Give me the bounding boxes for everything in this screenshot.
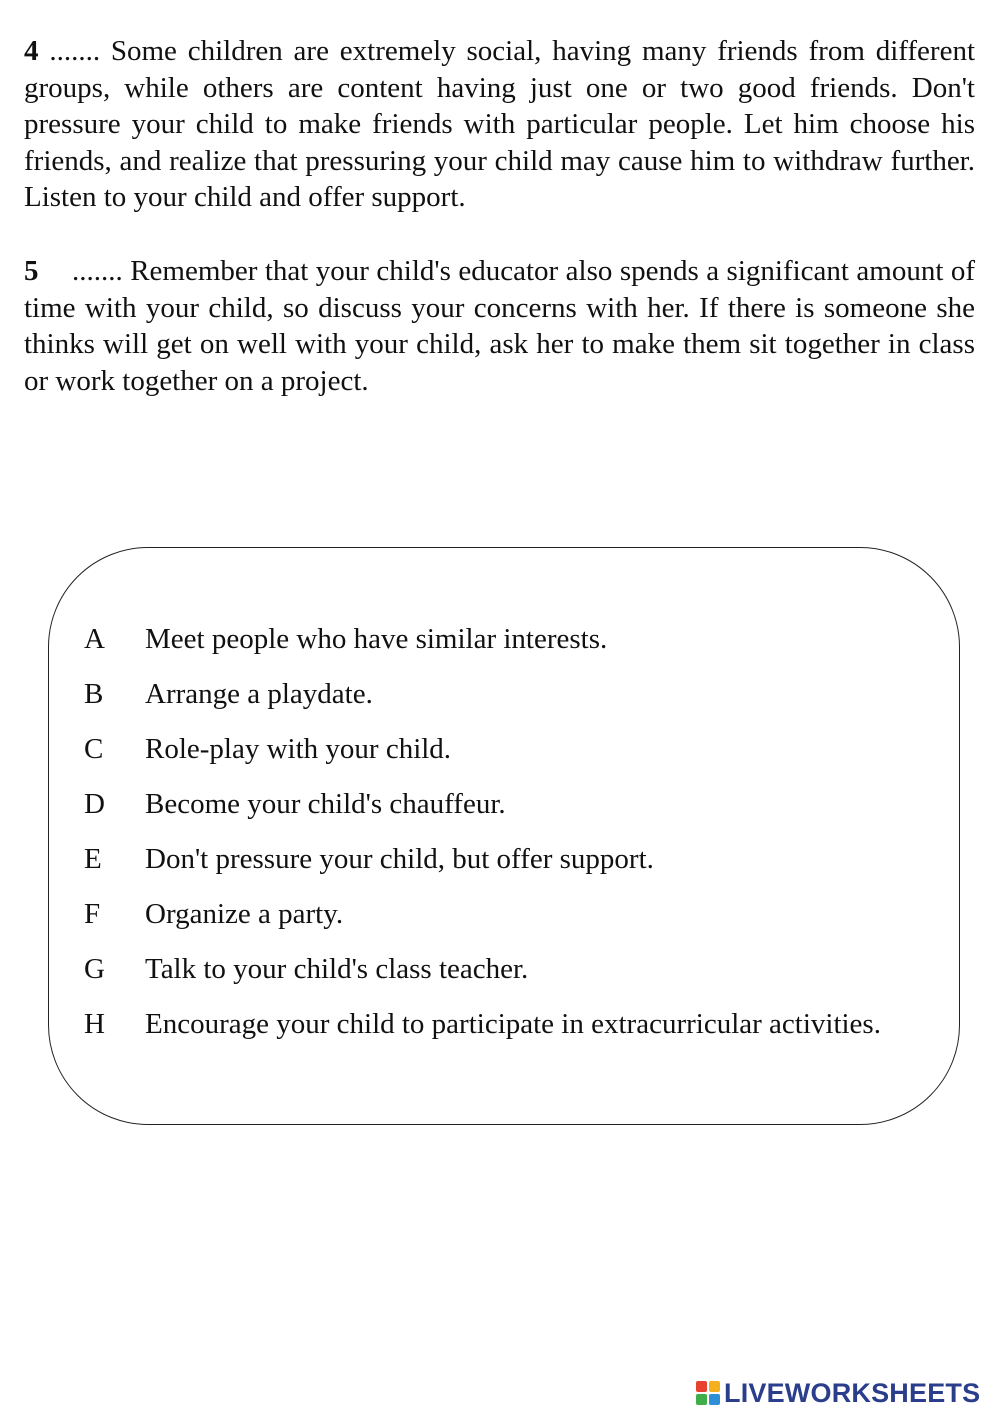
- paragraph-text: Remember that your child's educator also spends a significant amount of time with your child, so discuss your concerns with her. If there is someone she thinks will get on well with your child, ask her to make them sit together in class or work together on a project.: [24, 255, 976, 397]
- option-text: Arrange a playdate.: [145, 678, 373, 710]
- option-letter: B: [84, 678, 104, 710]
- paragraph-text: Some children are extremely social, having many friends from different groups, while others are content having just one or two good friends. Don't pressure your child to make friends with particular people. Let him choose his friends, and realize that pressuring your child may cause him to withdraw further. Listen to your child and offer support.: [24, 35, 976, 214]
- option-text: Encourage your child to participate in extracurricular activities.: [145, 1008, 881, 1040]
- paragraph-number: 5: [24, 255, 39, 287]
- option-letter: G: [84, 953, 105, 985]
- option-text: Role-play with your child.: [145, 733, 452, 765]
- option-d: [84, 787, 984, 821]
- option-a: [84, 622, 984, 656]
- option-text: Talk to your child's class teacher.: [145, 953, 529, 985]
- answer-blank[interactable]: .......: [49, 35, 101, 67]
- paragraph-number: 4: [24, 35, 39, 67]
- option-letter: A: [84, 623, 105, 655]
- liveworksheets-logo-icon: [696, 1381, 720, 1405]
- option-letter: D: [84, 788, 105, 820]
- option-text: Become your child's chauffeur.: [145, 788, 506, 820]
- option-g: [84, 952, 984, 986]
- option-f: [84, 897, 984, 931]
- brand-name: LIVEWORKSHEETS: [724, 1377, 981, 1408]
- option-c: [84, 732, 984, 766]
- answer-blank[interactable]: .......: [71, 255, 123, 287]
- option-text: Meet people who have similar interests.: [145, 623, 608, 655]
- paragraph-5: [24, 253, 975, 399]
- option-letter: H: [84, 1008, 105, 1040]
- option-letter: C: [84, 733, 104, 765]
- paragraph-4: [24, 33, 975, 216]
- liveworksheets-brand[interactable]: [696, 1378, 980, 1408]
- option-h: [84, 1007, 984, 1041]
- option-letter: E: [84, 843, 102, 875]
- option-e: [84, 842, 984, 876]
- option-text: Organize a party.: [145, 898, 344, 930]
- option-b: [84, 677, 984, 711]
- option-text: Don't pressure your child, but offer support.: [145, 843, 654, 875]
- option-letter: F: [84, 898, 101, 930]
